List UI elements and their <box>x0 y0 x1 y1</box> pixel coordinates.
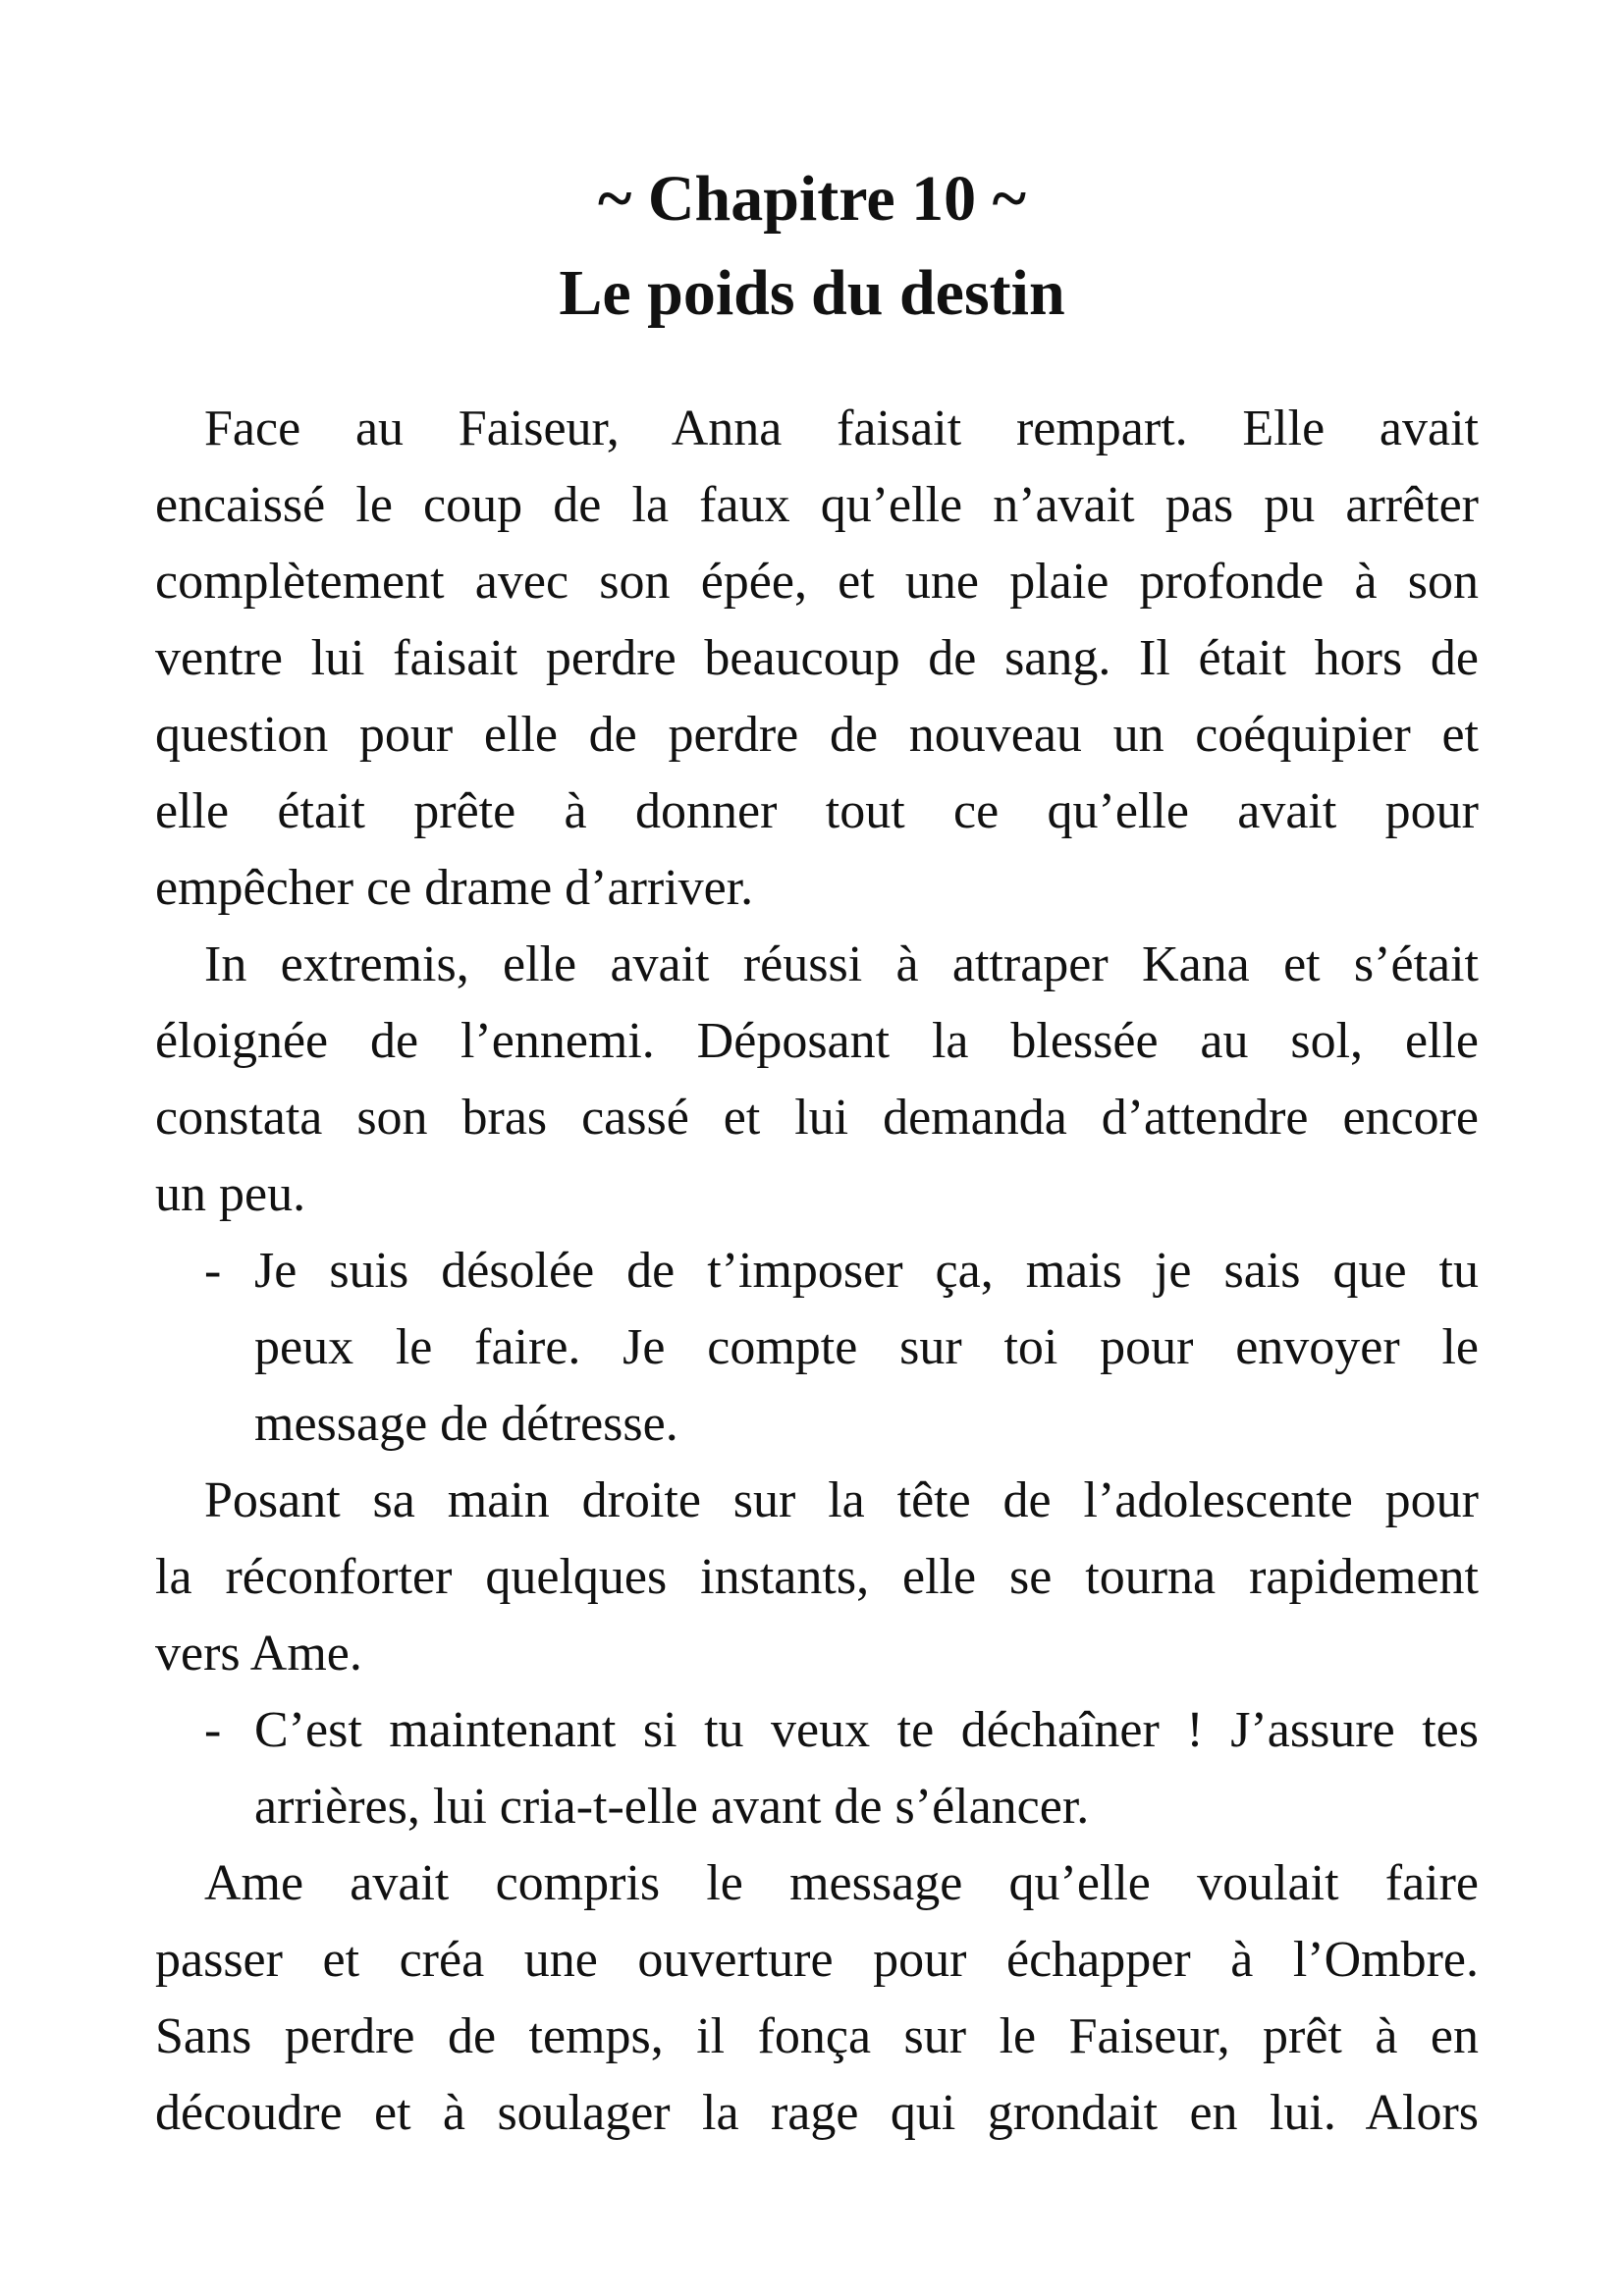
text-line: message de détresse. <box>254 1396 678 1452</box>
dialogue-dash: - <box>204 1702 222 1758</box>
dialogue-2 <box>155 1692 1479 1845</box>
text-line: découdre et à soulager la rage qui grondait en lui. Alors <box>155 2085 1479 2141</box>
text-line: arrières, lui cria-t-elle avant de s’élancer. <box>254 1779 1090 1835</box>
text-line: elle était prête à donner tout ce qu’elle avait pour <box>155 783 1479 839</box>
text-line: encaissé le coup de la faux qu’elle n’avait pas pu arrêter <box>155 477 1479 533</box>
paragraph-2 <box>155 927 1479 1233</box>
text-line: passer et créa une ouverture pour échapper à l’Ombre. <box>155 1932 1479 1988</box>
text-line: question pour elle de perdre de nouveau un coéquipier et <box>155 707 1479 763</box>
text-line: la réconforter quelques instants, elle se tourna rapidement <box>155 1549 1479 1605</box>
text-line: Posant sa main droite sur la tête de l’adolescente pour <box>204 1472 1479 1528</box>
chapter-body <box>155 391 1479 2152</box>
chapter-title: Le poids du destin <box>559 257 1065 329</box>
dialogue-1 <box>155 1233 1479 1463</box>
text-line: vers Ame. <box>155 1626 362 1682</box>
text-line: un peu. <box>155 1166 306 1222</box>
text-line: ventre lui faisait perdre beaucoup de sang. Il était hors de <box>155 630 1479 686</box>
paragraph-3 <box>155 1463 1479 1692</box>
paragraph-1 <box>155 391 1479 927</box>
text-line: empêcher ce drame d’arriver. <box>155 860 754 916</box>
text-line: In extremis, elle avait réussi à attraper Kana et s’était <box>204 936 1479 992</box>
paragraph-4 <box>155 1845 1479 2152</box>
dialogue-dash: - <box>204 1243 222 1299</box>
text-line: C’est maintenant si tu veux te déchaîner ! J’assure tes <box>254 1702 1479 1758</box>
text-line: éloignée de l’ennemi. Déposant la blessée au sol, elle <box>155 1013 1479 1069</box>
text-line: Ame avait compris le message qu’elle voulait faire <box>204 1855 1479 1911</box>
text-line: Sans perdre de temps, il fonça sur le Faiseur, prêt à en <box>155 2008 1479 2064</box>
text-line: peux le faire. Je compte sur toi pour envoyer le <box>254 1319 1479 1375</box>
text-line: Face au Faiseur, Anna faisait rempart. Elle avait <box>204 400 1479 456</box>
text-line: Je suis désolée de t’imposer ça, mais je sais que tu <box>254 1243 1479 1299</box>
text-line: complètement avec son épée, et une plaie profonde à son <box>155 554 1479 610</box>
chapter-number: ~ Chapitre 10 ~ <box>598 163 1026 235</box>
text-line: constata son bras cassé et lui demanda d’attendre encore <box>155 1090 1479 1146</box>
